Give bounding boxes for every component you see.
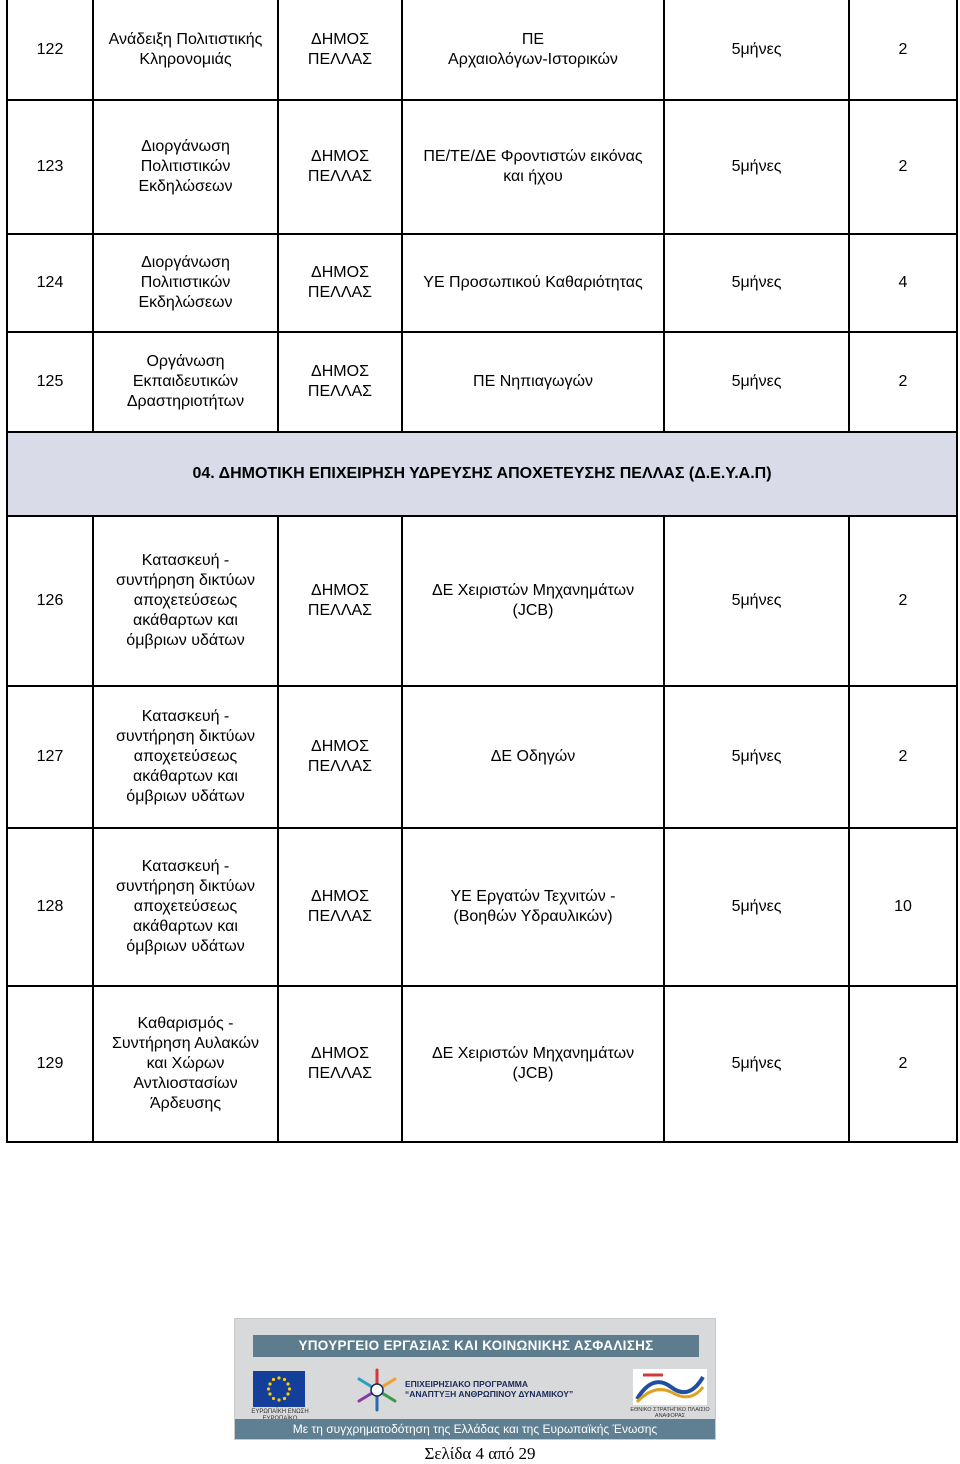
specialty-cell: ΔΕ Χειριστών Μηχανημάτων (JCB) [402,986,664,1142]
body-cell: ΔΗΜΟΣ ΠΕΛΛΑΣ [278,986,402,1142]
specialty-cell: ΥΕ Εργατών Τεχνιτών - (Βοηθών Υδραυλικών) [402,828,664,986]
body-cell: ΔΗΜΟΣ ΠΕΛΛΑΣ [278,686,402,828]
table-row [7,516,957,686]
duration-cell: 5μήνες [664,234,849,332]
specialty-cell: ΠΕ/ΤΕ/ΔΕ Φροντιστών εικόνας και ήχου [402,100,664,234]
op-star-logo-icon [353,1367,401,1413]
count-cell: 2 [849,686,957,828]
specialty-cell: ΠΕ Αρχαιολόγων-Ιστορικών [402,0,664,100]
project-cell: Ανάδειξη Πολιτιστικής Κληρονομιάς [93,0,278,100]
row-number: 127 [7,686,93,828]
count-cell: 2 [849,986,957,1142]
project-cell: Κατασκευή - συντήρηση δικτύων αποχετεύσεως ακάθαρτων και όμβριων υδάτων [93,686,278,828]
specialty-cell: ΔΕ Οδηγών [402,686,664,828]
table-row [7,986,957,1142]
count-cell: 2 [849,0,957,100]
project-cell: Κατασκευή - συντήρηση δικτύων αποχετεύσεως ακάθαρτων και όμβριων υδάτων [93,516,278,686]
table-row [7,686,957,828]
duration-cell: 5μήνες [664,332,849,432]
count-cell: 4 [849,234,957,332]
row-number: 123 [7,100,93,234]
row-number: 128 [7,828,93,986]
duration-cell: 5μήνες [664,686,849,828]
page-number: Σελίδα 4 από 29 [424,1444,536,1463]
count-cell: 2 [849,516,957,686]
table-row [7,100,957,234]
body-cell: ΔΗΜΟΣ ΠΕΛΛΑΣ [278,234,402,332]
body-cell: ΔΗΜΟΣ ΠΕΛΛΑΣ [278,0,402,100]
body-cell: ΔΗΜΟΣ ΠΕΛΛΑΣ [278,100,402,234]
table-row [7,234,957,332]
count-cell: 2 [849,100,957,234]
body-cell: ΔΗΜΟΣ ΠΕΛΛΑΣ [278,828,402,986]
specialty-cell: ΔΕ Χειριστών Μηχανημάτων (JCB) [402,516,664,686]
project-cell: Οργάνωση Εκπαιδευτικών Δραστηριοτήτων [93,332,278,432]
table-row [7,828,957,986]
op-title: ΕΠΙΧΕΙΡΗΣΙΑΚΟ ΠΡΟΓΡΑΜΜΑ “ΑΝΑΠΤΥΞΗ ΑΝΘΡΩΠΙΝΟΥ ΔΥΝΑΜΙΚΟΥ” [405,1379,574,1399]
espa-caption: ΕΘΝΙΚΟ ΣΤΡΑΤΗΓΙΚΟ ΠΛΑΙΣΙΟ ΑΝΑΦΟΡΑΣ [630,1407,710,1419]
duration-cell: 5μήνες [664,100,849,234]
duration-cell: 5μήνες [664,828,849,986]
table-row [7,0,957,100]
row-number: 122 [7,0,93,100]
eu-flag-icon [253,1371,305,1407]
row-number: 129 [7,986,93,1142]
body-cell: ΔΗΜΟΣ ΠΕΛΛΑΣ [278,516,402,686]
espa-logo-icon [633,1369,707,1405]
row-number: 126 [7,516,93,686]
count-cell: 10 [849,828,957,986]
project-cell: Διοργάνωση Πολιτιστικών Εκδηλώσεων [93,100,278,234]
project-cell: Καθαρισμός - Συντήρηση Αυλακών και Χώρων Αντλιοστασίων Άρδευσης [93,986,278,1142]
project-cell: Διοργάνωση Πολιτιστικών Εκδηλώσεων [93,234,278,332]
specialty-cell: ΥΕ Προσωπικού Καθαριότητας [402,234,664,332]
project-cell: Κατασκευή - συντήρηση δικτύων αποχετεύσεως ακάθαρτων και όμβριων υδάτων [93,828,278,986]
duration-cell: 5μήνες [664,516,849,686]
row-number: 125 [7,332,93,432]
table-row [7,332,957,432]
specialty-cell: ΠΕ Νηπιαγωγών [402,332,664,432]
cofunding-text: Με τη συγχρηματοδότηση της Ελλάδας και της Ευρωπαϊκής Ένωσης [235,1419,715,1439]
positions-table [6,0,958,1143]
section-title: 04. ΔΗΜΟΤΙΚΗ ΕΠΙΧΕΙΡΗΣΗ ΥΔΡΕΥΣΗΣ ΑΠΟΧΕΤΕΥΣΗΣ ΠΕΛΛΑΣ (Δ.Ε.Υ.Α.Π) [7,432,957,516]
funding-banner [234,1318,716,1440]
eu-caption: ΕΥΡΩΠΑΪΚΗ ΕΝΩΣΗ [251,1409,309,1415]
count-cell: 2 [849,332,957,432]
section-row [7,432,957,516]
duration-cell: 5μήνες [664,986,849,1142]
body-cell: ΔΗΜΟΣ ΠΕΛΛΑΣ [278,332,402,432]
duration-cell: 5μήνες [664,0,849,100]
row-number: 124 [7,234,93,332]
ministry-title: ΥΠΟΥΡΓΕΙΟ ΕΡΓΑΣΙΑΣ ΚΑΙ ΚΟΙΝΩΝΙΚΗΣ ΑΣΦΑΛΙΣΗΣ [253,1335,699,1357]
